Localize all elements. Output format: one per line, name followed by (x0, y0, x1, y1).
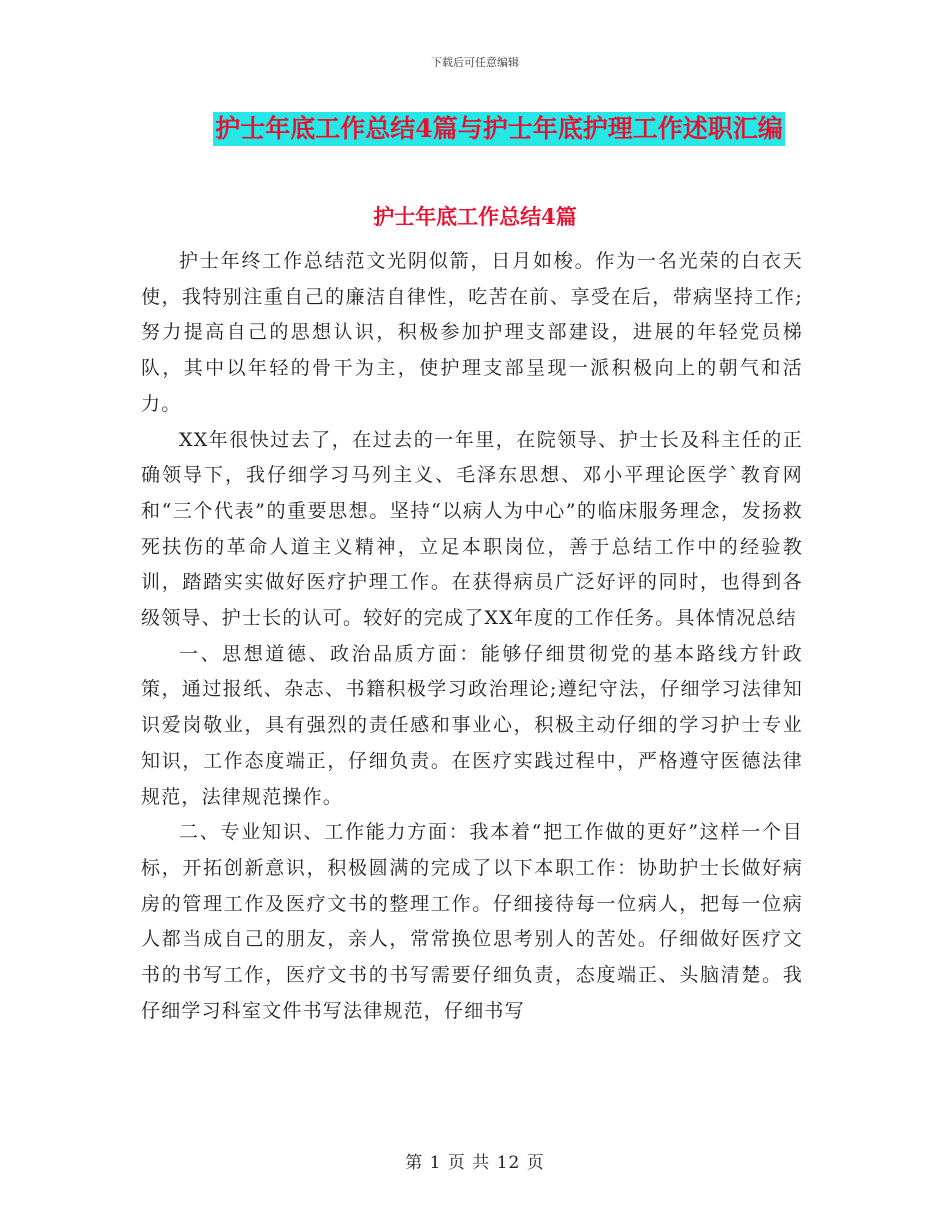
paragraph-3: 一、思想道德、政治品质方面：能够仔细贯彻党的基本路线方针政策，通过报纸、杂志、书籍积极学习政治理论;遵纪守法，仔细学习法律知识爱岗敬业，具有强烈的责任感和事业心，积极主动仔细的学习护士专业知识，工作态度端正，仔细负责。在医疗实践过程中，严格遵守医德法律规范，法律规范操作。 (141, 642, 803, 808)
document-title-container (0, 112, 950, 146)
paragraph-4: 二、专业知识、工作能力方面：我本着“把工作做的更好”这样一个目标，开拓创新意识，积极圆满的完成了以下本职工作：协助护士长做好病房的管理工作及医疗文书的整理工作。仔细接待每一位病人，把每一位病人都当成自己的朋友，亲人，常常换位思考别人的苦处。仔细做好医疗文书的书写工作，医疗文书的书写需要仔细负责，态度端正、头脑清楚。我仔细学习科室文件书写法律规范，仔细书写 (141, 821, 803, 1022)
paragraph-1: 护士年终工作总结范文光阴似箭，日月如梭。作为一名光荣的白衣天使，我特别注重自己的廉洁自律性，吃苦在前、享受在后，带病坚持工作;努力提高自己的思想认识，积极参加护理支部建设，进展的年轻党员梯队，其中以年轻的骨干为主，使护理支部呈现一派积极向上的朝气和活力。 (141, 250, 803, 415)
section-title: 护士年底工作总结4篇 (373, 204, 577, 229)
document-title: 护士年底工作总结4篇与护士年底护理工作述职汇编 (213, 112, 784, 146)
header-note: 下载后可任意编辑 (431, 56, 519, 69)
body-text (141, 244, 803, 1029)
paragraph-2: XX年很快过去了，在过去的一年里，在院领导、护士长及科主任的正确领导下，我仔细学习马列主义、毛泽东思想、邓小平理论医学`教育网和“三个代表”的重要思想。坚持“以病人为中心”的临床服务理念，发扬救死扶伤的革命人道主义精神，立足本职岗位，善于总结工作中的经验教训，踏踏实实做好医疗护理工作。在获得病员广泛好评的同时，也得到各级领导、护士长的认可。较好的完成了XX年度的工作任务。具体情况总结 (141, 428, 803, 630)
page-number-footer: 第 1 页 共 12 页 (405, 1153, 545, 1173)
